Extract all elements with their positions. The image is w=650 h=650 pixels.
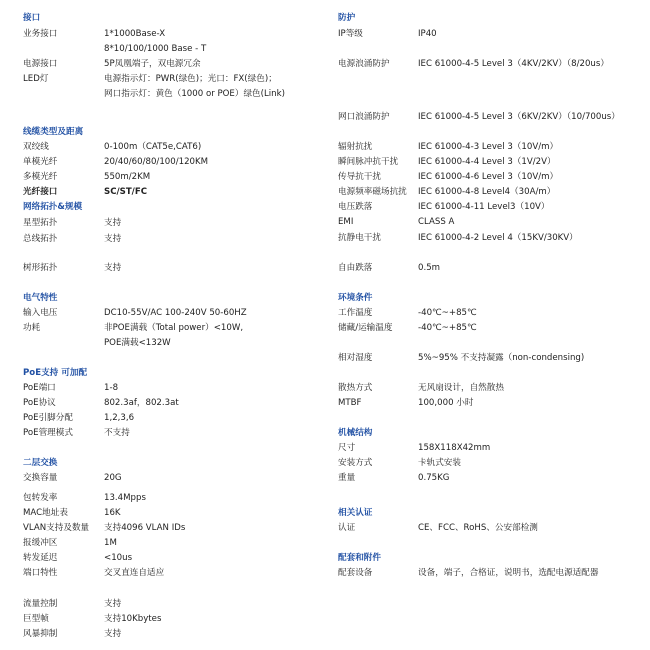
label-pps: 包转发率 [23, 493, 58, 503]
label-bus: 总线拓扑 [23, 234, 58, 244]
section-topology: 网络拓扑&规模 [23, 202, 83, 212]
section-l2-switching: 二层交换 [23, 458, 58, 468]
label-port-feature: 端口特性 [23, 568, 58, 578]
value-burst: IEC 61000-4-4 Level 3（1V/2V） [418, 157, 556, 167]
label-tree: 树形拓扑 [23, 263, 58, 273]
label-mac: MAC地址表 [23, 508, 68, 518]
value-tree: 支持 [104, 263, 122, 273]
value-op-temp: -40℃~+85℃ [418, 308, 477, 318]
label-biz-port: 业务接口 [23, 29, 58, 39]
label-fiber-interface: 光纤接口 [23, 187, 58, 197]
value-cooling: 无风扇设计，自然散热 [418, 383, 504, 393]
label-poe-mgmt: PoE管理模式 [23, 428, 73, 438]
section-certification: 相关认证 [338, 508, 373, 518]
label-delay: 转发延迟 [23, 553, 58, 563]
value-power-2: POE满载<132W [104, 338, 171, 348]
value-radiation: IEC 61000-4-3 Level 3（10V/m） [418, 142, 559, 152]
section-environment: 环境条件 [338, 293, 373, 303]
value-free-fall: 0.5m [418, 263, 441, 273]
section-electrical: 电气特性 [23, 293, 58, 303]
label-power-surge: 电源浪涌防护 [338, 59, 390, 69]
label-star: 星型拓扑 [23, 218, 58, 228]
value-twisted: 0-100m（CAT5e,CAT6) [104, 142, 202, 152]
value-storage-temp: -40℃~+85℃ [418, 323, 477, 333]
label-op-temp: 工作温度 [338, 308, 373, 318]
value-flow-control: 支持 [104, 599, 122, 609]
label-vlan: VLAN支持及数量 [23, 523, 90, 533]
label-poe-pin: PoE引脚分配 [23, 413, 73, 423]
value-voltage-dip: IEC 61000-4-11 Level3（10V） [418, 202, 550, 212]
value-humidity: 5%~95% 不支持凝露（non-condensing) [418, 353, 585, 363]
label-ip: IP等级 [338, 29, 363, 39]
label-humidity: 相对湿度 [338, 353, 373, 363]
label-emi: EMI [338, 217, 354, 227]
label-flow-control: 流量控制 [23, 599, 58, 609]
value-input-voltage: DC10-55V/AC 100-240V 50-60HZ [104, 308, 247, 318]
value-biz-port-2: 8*10/100/1000 Base - T [104, 44, 207, 54]
value-jumbo: 支持10Kbytes [104, 614, 162, 624]
label-free-fall: 自由跌落 [338, 263, 373, 273]
value-emi: CLASS A [418, 217, 455, 227]
value-poe-protocol: 802.3af，802.3at [104, 398, 179, 408]
value-vlan: 支持4096 VLAN IDs [104, 523, 186, 533]
value-net-surge: IEC 61000-4-5 Level 3（6KV/2KV）（10/700us） [418, 112, 620, 122]
label-power: 功耗 [23, 323, 41, 333]
label-jumbo: 巨型帧 [23, 614, 49, 624]
label-led: LED灯 [23, 74, 49, 84]
value-conducted: IEC 61000-4-6 Level 3（10V/m） [418, 172, 559, 182]
label-accessories: 配套设备 [338, 568, 373, 578]
label-power-port: 电源接口 [23, 59, 58, 69]
value-pps: 13.4Mpps [104, 493, 146, 503]
label-cooling: 散热方式 [338, 383, 373, 393]
label-multimode: 多模光纤 [23, 172, 58, 182]
value-power-1: 非POE满载（Total power）<10W, [104, 323, 244, 333]
label-input-voltage: 输入电压 [23, 308, 58, 318]
value-buffer: 1M [104, 538, 117, 548]
label-voltage-dip: 电压跌落 [338, 202, 373, 212]
label-net-surge: 网口浪涌防护 [338, 112, 390, 122]
value-accessories: 设备，端子，合格证，说明书，选配电源适配器 [418, 568, 599, 578]
section-protection: 防护 [338, 13, 356, 23]
value-weight: 0.75KG [418, 473, 450, 483]
value-power-port: 5P凤凰端子，双电源冗余 [104, 59, 201, 69]
value-esd: IEC 61000-4-2 Level 4（15KV/30KV） [418, 233, 578, 243]
label-poe-protocol: PoE协议 [23, 398, 56, 408]
value-poe-port: 1-8 [104, 383, 119, 393]
section-accessories: 配套和附件 [338, 553, 381, 563]
value-port-feature: 交叉直连自适应 [104, 568, 165, 578]
label-buffer: 报缓冲区 [23, 538, 58, 548]
section-mechanical: 机械结构 [338, 428, 373, 438]
value-size: 158X118X42mm [418, 443, 491, 453]
value-mtbf: 100,000 小时 [418, 398, 474, 408]
value-mac: 16K [104, 508, 121, 518]
value-poe-mgmt: 不支持 [104, 428, 130, 438]
label-size: 尺寸 [338, 443, 356, 453]
section-poe: PoE支持 可加配 [23, 368, 88, 378]
value-power-surge: IEC 61000-4-5 Level 3（4KV/2KV）（8/20us） [418, 59, 609, 69]
section-cable: 线缆类型及距离 [23, 127, 84, 137]
value-delay: <10us [104, 553, 133, 563]
label-conducted: 传导抗干扰 [338, 172, 381, 182]
value-mounting: 卡轨式安装 [418, 458, 461, 468]
value-biz-port-1: 1*1000Base-X [104, 29, 166, 39]
value-storm: 支持 [104, 629, 122, 639]
value-multimode: 550m/2KM [104, 172, 151, 182]
value-led-2: 网口指示灯：黄色（1000 or POE）绿色(Link) [104, 89, 285, 99]
value-magnetic: IEC 61000-4-8 Level4（30A/m） [418, 187, 556, 197]
label-storage-temp: 储藏/运输温度 [338, 323, 393, 333]
value-ip: IP40 [418, 29, 437, 39]
label-certification: 认证 [338, 523, 356, 533]
label-poe-port: PoE端口 [23, 383, 56, 393]
label-singlemode: 单模光纤 [23, 157, 58, 167]
label-twisted: 双绞线 [23, 142, 49, 152]
label-esd: 抗静电干扰 [338, 233, 381, 243]
value-bus: 支持 [104, 234, 122, 244]
value-star: 支持 [104, 218, 122, 228]
label-weight: 重量 [338, 473, 356, 483]
value-certification: CE、FCC、RoHS、公安部检测 [418, 523, 538, 533]
value-capacity: 20G [104, 473, 122, 483]
label-mounting: 安装方式 [338, 458, 373, 468]
value-fiber-interface: SC/ST/FC [104, 187, 148, 197]
label-radiation: 辐射抗扰 [338, 142, 373, 152]
label-capacity: 交换容量 [23, 473, 58, 483]
value-poe-pin: 1,2,3,6 [104, 413, 135, 423]
section-interface: 接口 [23, 13, 41, 23]
label-burst: 瞬间脉冲抗干扰 [338, 157, 399, 167]
value-led-1: 电源指示灯：PWR(绿色)；光口：FX(绿色)； [104, 74, 277, 84]
label-storm: 风暴抑制 [23, 629, 58, 639]
label-mtbf: MTBF [338, 398, 362, 408]
value-singlemode: 20/40/60/80/100/120KM [104, 157, 209, 167]
label-magnetic: 电源频率磁场抗扰 [338, 187, 407, 197]
